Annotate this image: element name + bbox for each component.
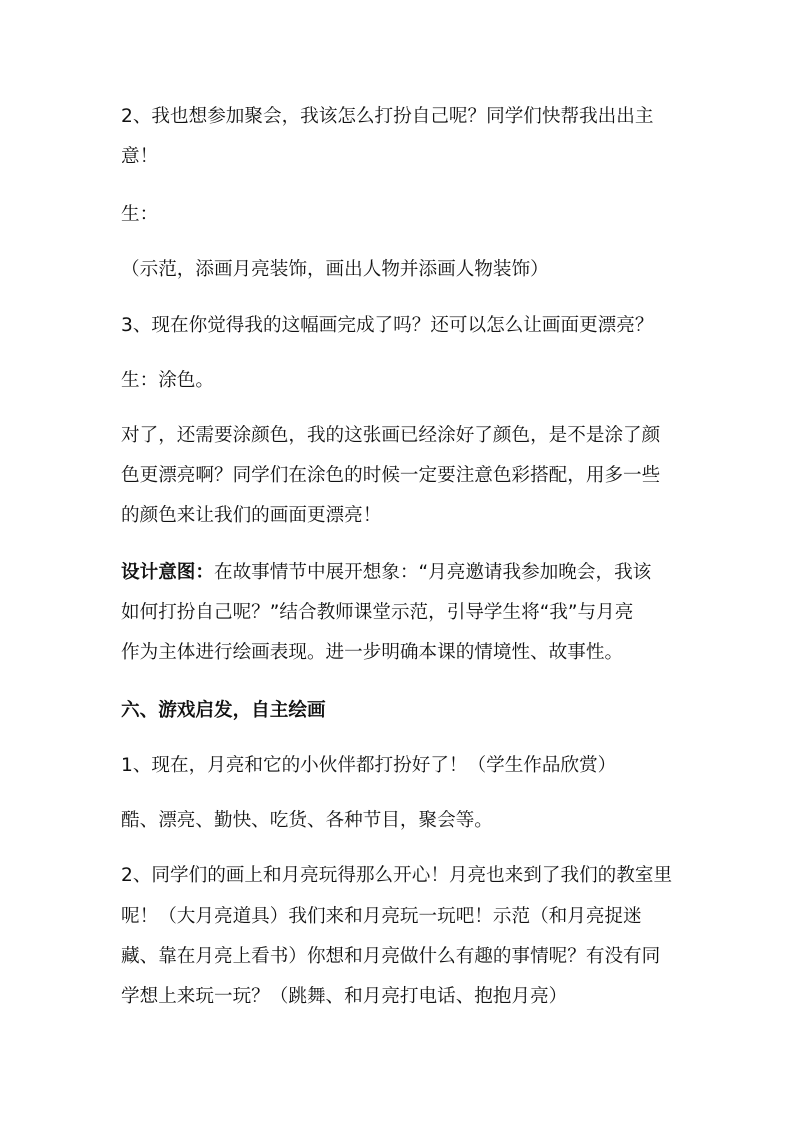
paragraph-line: 酷、漂亮、勤快、吃货、各种节目，聚会等。	[121, 810, 493, 831]
paragraph-line: （示范，添画月亮装饰，画出人物并添画人物装饰）	[121, 259, 549, 280]
paragraph-line: 色更漂亮啊？同学们在涂色的时候一定要注意色彩搭配，用多一些	[121, 465, 661, 486]
paragraph-line: 意！	[121, 146, 159, 167]
paragraph-line: 对了，还需要涂颜色，我的这张画已经涂好了颜色，是不是涂了颜	[121, 425, 661, 446]
paragraph-line: 作为主体进行绘画表现。进一步明确本课的情境性、故事性。	[121, 642, 624, 663]
paragraph-line: 呢！（大月亮道具）我们来和月亮玩一玩吧！示范（和月亮捉迷	[121, 906, 642, 927]
paragraph-line: 3、现在你觉得我的这幅画完成了吗？还可以怎么让画面更漂亮？	[121, 315, 654, 336]
paragraph-line: 学想上来玩一玩？（跳舞、和月亮打电话、抱抱月亮）	[121, 986, 568, 1007]
paragraph-line: 2、我也想参加聚会，我该怎么打扮自己呢？同学们快帮我出出主	[121, 106, 654, 127]
paragraph-line: 生：涂色。	[121, 370, 214, 391]
paragraph-line: 藏、靠在月亮上看书）你想和月亮做什么有趣的事情呢？有没有同	[121, 946, 661, 967]
paragraph-line: 1、现在，月亮和它的小伙伴都打扮好了！（学生作品欣赏）	[121, 755, 617, 776]
design-intent-line	[121, 561, 681, 585]
design-intent-label: 设计意图：	[121, 562, 214, 583]
paragraph-line: 如何打扮自己呢？”结合教师课堂示范，引导学生将“我”与月亮	[121, 602, 634, 623]
paragraph-line: 的颜色来让我们的画面更漂亮！	[121, 505, 382, 526]
design-intent-text: 在故事情节中展开想象：“月亮邀请我参加晚会，我该	[213, 562, 652, 583]
paragraph-line: 生：	[121, 204, 159, 225]
paragraph-line: 2、同学们的画上和月亮玩得那么开心！月亮也来到了我们的教室里	[121, 865, 673, 886]
section-heading: 六、游戏启发，自主绘画	[121, 700, 326, 721]
